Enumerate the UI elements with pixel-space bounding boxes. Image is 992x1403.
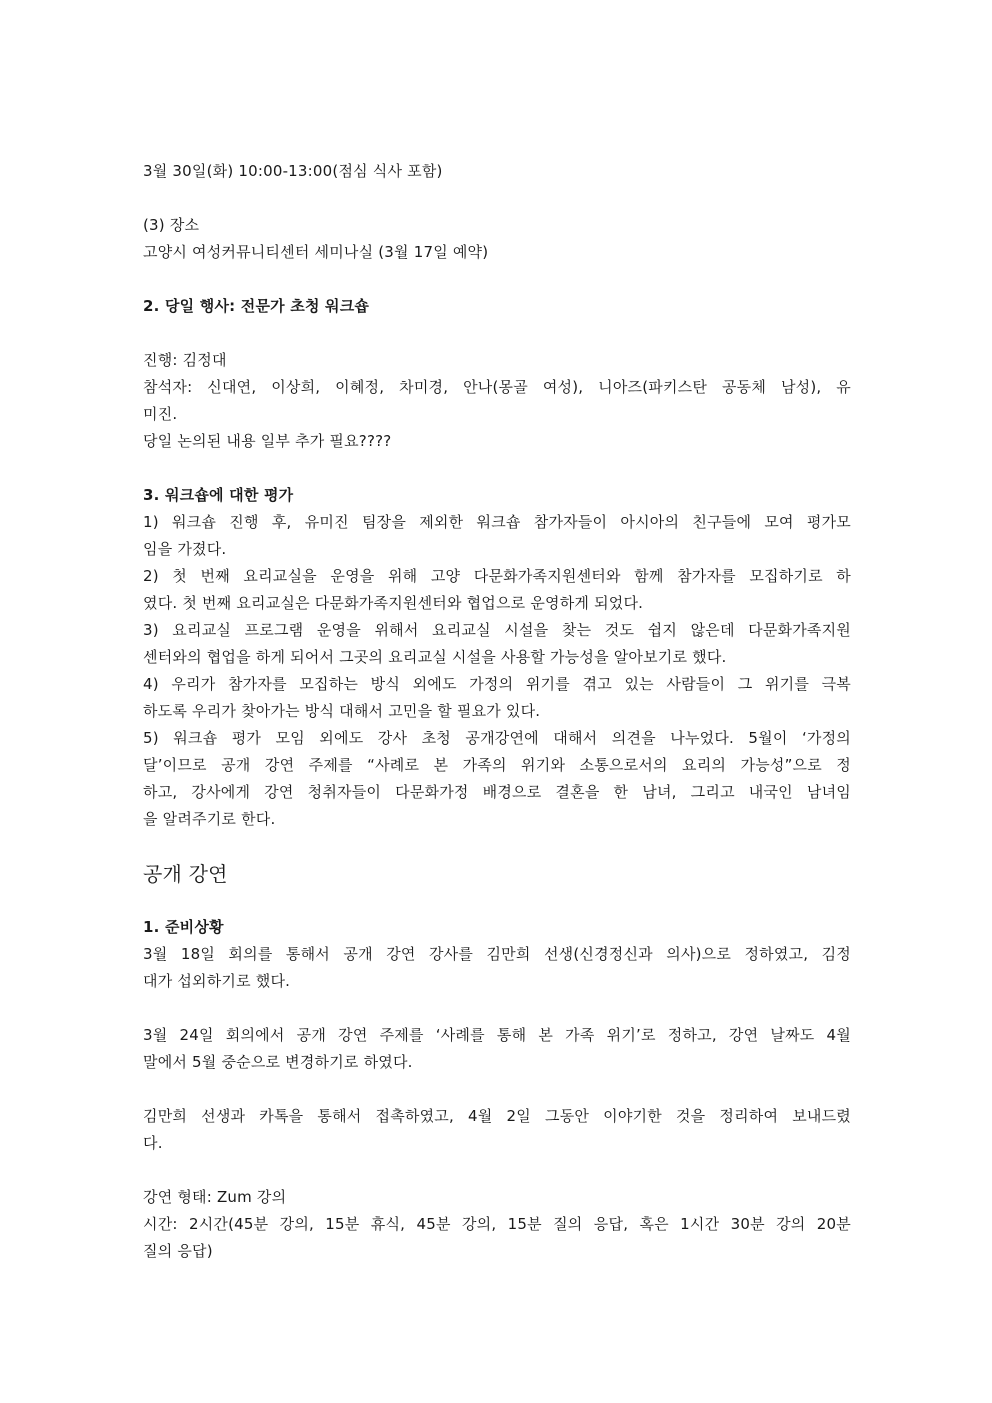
section-2-heading: 2. 당일 행사: 전문가 초청 워크숍	[143, 297, 370, 315]
prep-para-2-line-2: 말에서 5월 중순으로 변경하기로 하였다.	[143, 1053, 413, 1071]
spacer	[143, 320, 851, 347]
prep-para-3-line-1: 김만희 선생과 카톡을 통해서 접촉하였고, 4월 2일 그동안 이야기한 것을 정리하여 보내드렸	[143, 1107, 851, 1125]
lecture-time-line-2: 질의 응답)	[143, 1242, 213, 1260]
evaluation-item-4	[143, 671, 851, 725]
attendees-line-2: 미진.	[143, 405, 178, 423]
event-datetime: 3월 30일(화) 10:00-13:00(점심 식사 포함)	[143, 162, 443, 180]
evaluation-line: 을 알려주기로 한다.	[143, 810, 276, 828]
evaluation-line: 임을 가졌다.	[143, 540, 227, 558]
host-line: 진행: 김정대	[143, 351, 227, 369]
spacer	[143, 266, 851, 293]
evaluation-line: 하도록 우리가 찾아가는 방식 대해서 고민을 할 필요가 있다.	[143, 702, 541, 720]
evaluation-line: 3) 요리교실 프로그램 운영을 위해서 요리교실 시설을 찾는 것도 쉽지 않은데 다문화가족지원	[143, 621, 851, 639]
prep-para-1-line-1: 3월 18일 회의를 통해서 공개 강연 강사를 김만희 선생(신경정신과 의사)으로 정하였고, 김정	[143, 945, 851, 963]
evaluation-item-1	[143, 509, 851, 563]
evaluation-line: 하고, 강사에게 강연 청취자들이 다문화가정 배경으로 결혼을 한 남녀, 그리고 내국인 남녀임	[143, 783, 851, 801]
evaluation-line: 였다. 첫 번째 요리교실은 다문화가족지원센터와 협업으로 운영하게 되었다.	[143, 594, 644, 612]
prep-para-2-line-1: 3월 24일 회의에서 공개 강연 주제를 ‘사례를 통해 본 가족 위기’로 정하고, 강연 날짜도 4월	[143, 1026, 851, 1044]
evaluation-item-2	[143, 563, 851, 617]
spacer	[143, 995, 851, 1022]
evaluation-line: 5) 워크숍 평가 모임 외에도 강사 초청 공개강연에 대해서 의견을 나누었다. 5월이 ‘가정의	[143, 729, 851, 747]
evaluation-line: 달’이므로 공개 강연 주제를 “사례로 본 가족의 위기와 소통으로서의 요리의 가능성”으로 정	[143, 756, 851, 774]
prep-para-3-line-2: 다.	[143, 1134, 163, 1152]
spacer	[143, 185, 851, 212]
document-page	[143, 158, 851, 1265]
evaluation-item-5	[143, 725, 851, 833]
discussion-note: 당일 논의된 내용 일부 추가 필요????	[143, 432, 392, 450]
prep-para-1-line-2: 대가 섭외하기로 했다.	[143, 972, 291, 990]
spacer	[143, 833, 851, 859]
attendees-line-1: 참석자: 신대연, 이상희, 이혜정, 차미경, 안나(몽골 여성), 니아즈(파키스탄 공동체 남성), 유	[143, 378, 851, 396]
evaluation-line: 2) 첫 번째 요리교실을 운영을 위해 고양 다문화가족지원센터와 함께 참가자를 모집하기로 하	[143, 567, 851, 585]
prep-heading: 1. 준비상황	[143, 918, 224, 936]
evaluation-item-3	[143, 617, 851, 671]
spacer	[143, 455, 851, 482]
evaluation-line: 센터와의 협업을 하게 되어서 그곳의 요리교실 시설을 사용할 가능성을 알아보기로 했다.	[143, 648, 727, 666]
spacer	[143, 1157, 851, 1184]
place-text: 고양시 여성커뮤니티센터 세미나실 (3월 17일 예약)	[143, 243, 489, 261]
evaluation-line: 1) 워크숍 진행 후, 유미진 팀장을 제외한 워크숍 참가자들이 아시아의 친구들에 모여 평가모	[143, 513, 851, 531]
lecture-time-line-1: 시간: 2시간(45분 강의, 15분 휴식, 45분 강의, 15분 질의 응답, 혹은 1시간 30분 강의 20분	[143, 1215, 851, 1233]
spacer	[143, 889, 851, 914]
lecture-format: 강연 형태: Zum 강의	[143, 1188, 287, 1206]
place-heading: (3) 장소	[143, 216, 200, 234]
section-3-heading: 3. 워크숍에 대한 평가	[143, 486, 294, 504]
evaluation-line: 4) 우리가 참가자를 모집하는 방식 외에도 가정의 위기를 겪고 있는 사람들이 그 위기를 극복	[143, 675, 851, 693]
lecture-title: 공개 강연	[143, 862, 228, 886]
spacer	[143, 1076, 851, 1103]
